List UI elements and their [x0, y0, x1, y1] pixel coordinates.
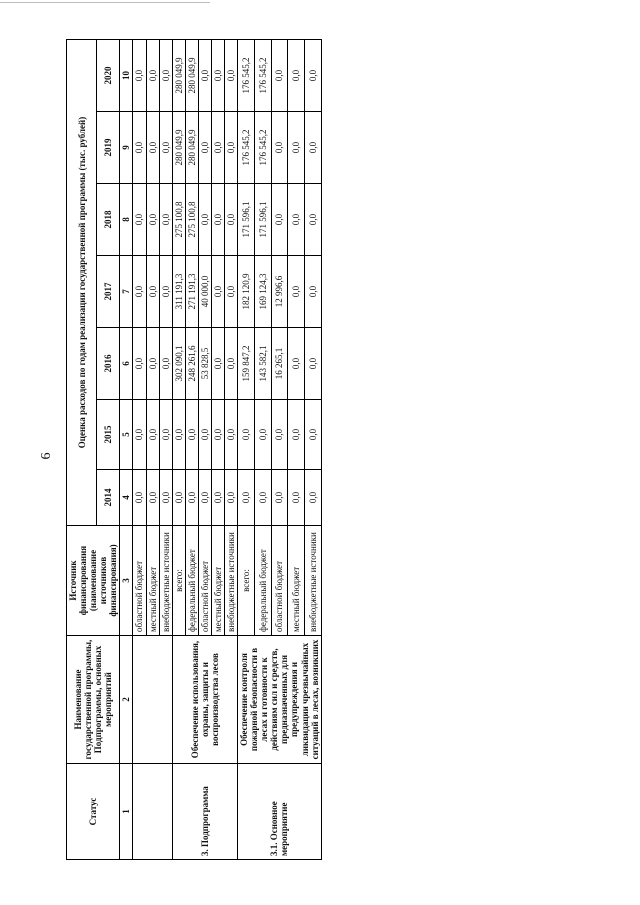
header-name: Наименование государственной программы, Подпрограммы, основных мероприятий [67, 636, 120, 764]
budget-table [66, 39, 322, 860]
cell-value: 0,0 [198, 470, 211, 526]
cell-value: 0,0 [198, 112, 211, 184]
row-status: 3. Подпрограмма [172, 764, 237, 860]
cell-value: 0,0 [288, 470, 305, 526]
cell-value: 0,0 [288, 400, 305, 470]
cell-value: 0,0 [159, 112, 172, 184]
cell-value: 0,0 [288, 184, 305, 256]
row-funding-source: областной бюджет [198, 526, 211, 636]
column-number: 1 [120, 764, 133, 860]
cell-value: 0,0 [146, 256, 159, 328]
cell-value: 0,0 [288, 328, 305, 400]
cell-value: 0,0 [211, 400, 224, 470]
cell-value: 0,0 [146, 328, 159, 400]
column-number: 7 [120, 256, 133, 328]
header-row-column-numbers [120, 39, 133, 859]
row-funding-source: внебюджетные источники [304, 526, 321, 636]
table-header [67, 39, 133, 859]
column-number: 4 [120, 470, 133, 526]
cell-value: 0,0 [146, 184, 159, 256]
header-year: 2016 [97, 328, 120, 400]
header-year: 2020 [97, 39, 120, 111]
cell-value: 0,0 [225, 112, 238, 184]
column-number: 5 [120, 400, 133, 470]
row-funding-source: внебюджетные источники [225, 526, 238, 636]
cell-value: 0,0 [271, 39, 288, 111]
rotated-page [66, 40, 626, 860]
header-year: 2017 [97, 256, 120, 328]
header-status: Статус [67, 764, 120, 860]
cell-value: 0,0 [288, 39, 305, 111]
cell-value: 0,0 [304, 328, 321, 400]
cell-value: 280 049,9 [172, 39, 185, 111]
header-source: Источник финансирования (наименование источников финансирования) [67, 526, 120, 636]
row-status [133, 764, 172, 860]
cell-value: 271 191,3 [185, 256, 198, 328]
row-funding-source: областной бюджет [271, 526, 288, 636]
cell-value: 0,0 [288, 112, 305, 184]
cell-value: 0,0 [159, 470, 172, 526]
cell-value: 248 261,6 [185, 328, 198, 400]
column-number: 6 [120, 328, 133, 400]
cell-value: 0,0 [133, 400, 146, 470]
table-row [133, 39, 146, 859]
cell-value: 0,0 [159, 400, 172, 470]
cell-value: 0,0 [133, 112, 146, 184]
cell-value: 0,0 [238, 400, 255, 470]
top-rule [0, 2, 210, 3]
row-funding-source: местный бюджет [288, 526, 305, 636]
cell-value: 0,0 [271, 400, 288, 470]
header-estimate: Оценка расходов по годам реализации государственной программы (тыс. рублей) [67, 39, 97, 525]
column-number: 3 [120, 526, 133, 636]
cell-value: 171 596,1 [238, 184, 255, 256]
cell-value: 0,0 [238, 470, 255, 526]
cell-value: 0,0 [288, 256, 305, 328]
header-year: 2019 [97, 112, 120, 184]
cell-value: 275 100,8 [172, 184, 185, 256]
column-number: 9 [120, 112, 133, 184]
column-number: 8 [120, 184, 133, 256]
row-funding-source: местный бюджет [146, 526, 159, 636]
cell-value: 176 545,2 [254, 112, 271, 184]
cell-value: 0,0 [172, 400, 185, 470]
cell-value: 0,0 [185, 470, 198, 526]
cell-value: 0,0 [198, 400, 211, 470]
cell-value: 0,0 [225, 256, 238, 328]
row-status: 3.1. Основное мероприятие [238, 764, 322, 860]
cell-value: 176 545,2 [254, 39, 271, 111]
cell-value: 0,0 [304, 39, 321, 111]
cell-value: 0,0 [211, 328, 224, 400]
header-row-main [67, 39, 97, 859]
header-year: 2015 [97, 400, 120, 470]
row-funding-source: всего: [238, 526, 255, 636]
cell-value: 159 847,2 [238, 328, 255, 400]
cell-value: 0,0 [211, 470, 224, 526]
header-year: 2014 [97, 470, 120, 526]
cell-value: 0,0 [159, 328, 172, 400]
cell-value: 0,0 [211, 256, 224, 328]
cell-value: 0,0 [159, 184, 172, 256]
cell-value: 176 545,2 [238, 39, 255, 111]
cell-value: 0,0 [304, 470, 321, 526]
cell-value: 0,0 [271, 184, 288, 256]
cell-value: 169 124,3 [254, 256, 271, 328]
cell-value: 280 049,9 [185, 39, 198, 111]
cell-value: 0,0 [185, 400, 198, 470]
cell-value: 0,0 [133, 184, 146, 256]
cell-value: 16 265,1 [271, 328, 288, 400]
cell-value: 0,0 [146, 112, 159, 184]
cell-value: 0,0 [133, 256, 146, 328]
cell-value: 0,0 [304, 112, 321, 184]
cell-value: 0,0 [211, 39, 224, 111]
cell-value: 0,0 [146, 400, 159, 470]
cell-value: 171 596,1 [254, 184, 271, 256]
cell-value: 0,0 [225, 184, 238, 256]
cell-value: 53 828,5 [198, 328, 211, 400]
cell-value: 143 582,1 [254, 328, 271, 400]
cell-value: 0,0 [225, 470, 238, 526]
row-program-name [133, 636, 172, 764]
cell-value: 0,0 [146, 39, 159, 111]
row-funding-source: федеральный бюджет [185, 526, 198, 636]
cell-value: 12 996,6 [271, 256, 288, 328]
cell-value: 0,0 [304, 400, 321, 470]
cell-value: 0,0 [198, 184, 211, 256]
table-row [172, 39, 185, 859]
cell-value: 0,0 [271, 470, 288, 526]
cell-value: 0,0 [271, 112, 288, 184]
row-funding-source: областной бюджет [133, 526, 146, 636]
cell-value: 0,0 [133, 328, 146, 400]
cell-value: 302 090,1 [172, 328, 185, 400]
cell-value: 182 120,9 [238, 256, 255, 328]
cell-value: 0,0 [304, 184, 321, 256]
cell-value: 0,0 [159, 256, 172, 328]
row-funding-source: внебюджетные источники [159, 526, 172, 636]
cell-value: 0,0 [198, 39, 211, 111]
cell-value: 311 191,3 [172, 256, 185, 328]
row-funding-source: местный бюджет [211, 526, 224, 636]
cell-value: 0,0 [172, 470, 185, 526]
cell-value: 0,0 [254, 400, 271, 470]
row-funding-source: федеральный бюджет [254, 526, 271, 636]
table-row [238, 39, 255, 859]
cell-value: 280 049,9 [185, 112, 198, 184]
column-number: 2 [120, 636, 133, 764]
row-program-name: Обеспечение контроля пожарной безопасности в лесах и готовности к действиям сил и средств, предназначенных для предупреждения и ликвидации чрезвычайных ситуаций в лесах, возникших [238, 636, 322, 764]
table-body [133, 39, 321, 859]
cell-value: 275 100,8 [185, 184, 198, 256]
cell-value: 0,0 [211, 112, 224, 184]
page-number: 6 [39, 452, 54, 460]
cell-value: 0,0 [211, 184, 224, 256]
cell-value: 40 000,0 [198, 256, 211, 328]
cell-value: 0,0 [254, 470, 271, 526]
cell-value: 0,0 [159, 39, 172, 111]
row-program-name: Обеспечение использования, охраны, защиты и воспроизводства лесов [172, 636, 237, 764]
cell-value: 0,0 [133, 470, 146, 526]
column-number: 10 [120, 39, 133, 111]
cell-value: 0,0 [304, 256, 321, 328]
cell-value: 0,0 [225, 328, 238, 400]
cell-value: 0,0 [225, 39, 238, 111]
row-funding-source: всего: [172, 526, 185, 636]
cell-value: 0,0 [146, 470, 159, 526]
cell-value: 176 545,2 [238, 112, 255, 184]
header-year: 2018 [97, 184, 120, 256]
cell-value: 280 049,9 [172, 112, 185, 184]
cell-value: 0,0 [225, 400, 238, 470]
cell-value: 0,0 [133, 39, 146, 111]
